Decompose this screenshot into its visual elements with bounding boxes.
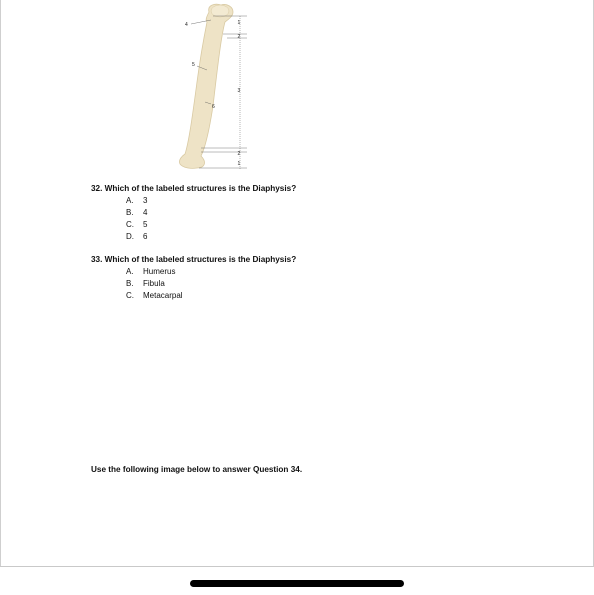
option[interactable]: C. 5: [126, 220, 148, 229]
instruction-question-34: Use the following image below to answer Question 34.: [91, 465, 303, 474]
page-divider: [0, 566, 594, 567]
scale-label-top-2: 2: [237, 34, 241, 40]
scale-label-bottom-1: 1: [237, 161, 241, 167]
scale-label-3: 3: [237, 88, 241, 94]
label-6: 6: [212, 104, 215, 110]
question-33-options: [126, 266, 183, 302]
question-32-options: [126, 195, 147, 243]
option[interactable]: B. Fibula: [126, 279, 165, 288]
femur-bone: [179, 4, 233, 168]
question-33: 33. Which of the labeled structures is the Diaphysis?: [91, 255, 297, 264]
label-5: 5: [192, 62, 195, 68]
option[interactable]: D. 6: [126, 232, 148, 241]
scale-label-top-1: 1: [237, 20, 241, 26]
question-32: 32. Which of the labeled structures is the Diaphysis?: [91, 184, 297, 193]
scale-label-bottom-2: 2: [237, 151, 241, 157]
label-4: 4: [185, 22, 188, 28]
femur-head: [211, 5, 229, 17]
home-indicator[interactable]: [190, 580, 404, 587]
option[interactable]: A. Humerus: [126, 267, 176, 276]
option[interactable]: B. 4: [126, 208, 148, 217]
option[interactable]: C. Metacarpal: [126, 291, 183, 300]
option[interactable]: A. 3: [126, 196, 148, 205]
femur-diagram: [171, 2, 281, 174]
